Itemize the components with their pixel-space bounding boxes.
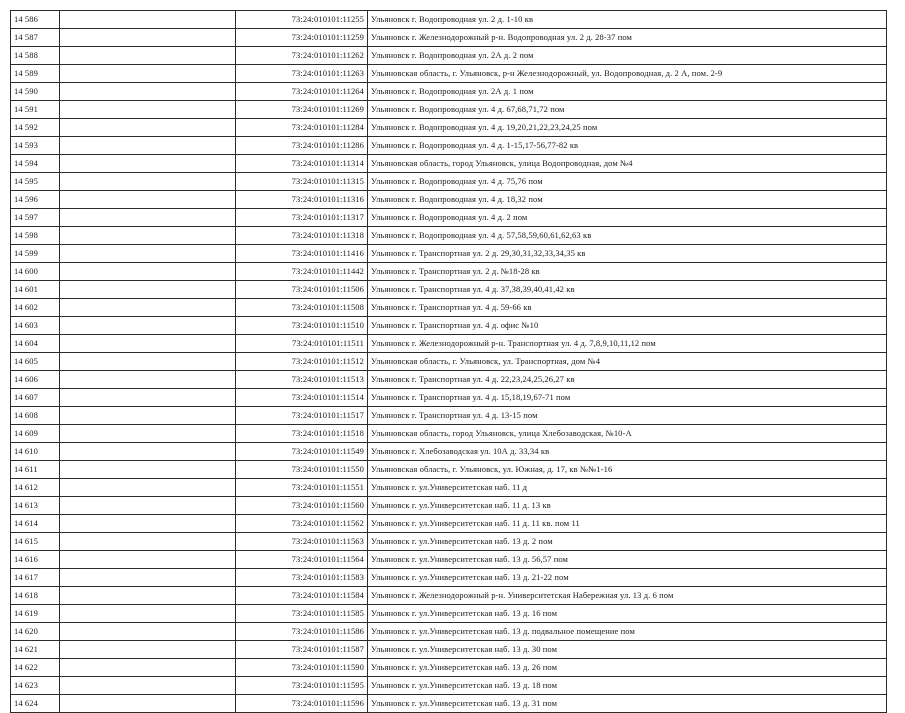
cadastral-number-cell: 73:24:010101:11315	[236, 173, 368, 191]
address-cell: Ульяновск г. Транспортная ул. 4 д. 15,18,19,67-71 пом	[368, 389, 887, 407]
empty-cell	[60, 587, 236, 605]
row-number-cell: 14 615	[11, 533, 60, 551]
cadastral-number-cell: 73:24:010101:11585	[236, 605, 368, 623]
table-row	[11, 299, 887, 317]
table-row	[11, 425, 887, 443]
cadastral-number-cell: 73:24:010101:11583	[236, 569, 368, 587]
cadastral-number-cell: 73:24:010101:11259	[236, 29, 368, 47]
cadastral-number-cell: 73:24:010101:11563	[236, 533, 368, 551]
table-row	[11, 497, 887, 515]
cadastral-number-cell: 73:24:010101:11314	[236, 155, 368, 173]
table-row	[11, 587, 887, 605]
empty-cell	[60, 443, 236, 461]
row-number-cell: 14 613	[11, 497, 60, 515]
address-cell: Ульяновск г. Хлебозаводская ул. 10А д. 33,34 кв	[368, 443, 887, 461]
row-number-cell: 14 609	[11, 425, 60, 443]
table-row	[11, 623, 887, 641]
address-cell: Ульяновск г. Транспортная ул. 4 д. 37,38,39,40,41,42 кв	[368, 281, 887, 299]
cadastral-number-cell: 73:24:010101:11550	[236, 461, 368, 479]
table-row	[11, 101, 887, 119]
address-cell: Ульяновск г. ул.Университетская наб. 13 д. 18 пом	[368, 677, 887, 695]
row-number-cell: 14 620	[11, 623, 60, 641]
cadastral-number-cell: 73:24:010101:11512	[236, 353, 368, 371]
table-row	[11, 371, 887, 389]
table-row	[11, 461, 887, 479]
address-cell: Ульяновск г. ул.Университетская наб. 11 д	[368, 479, 887, 497]
empty-cell	[60, 191, 236, 209]
table-row	[11, 641, 887, 659]
address-cell: Ульяновск г. Железнодорожный р-н. Транспортная ул. 4 д. 7,8,9,10,11,12 пом	[368, 335, 887, 353]
row-number-cell: 14 599	[11, 245, 60, 263]
cadastral-number-cell: 73:24:010101:11262	[236, 47, 368, 65]
table-row	[11, 227, 887, 245]
address-cell: Ульяновск г. Транспортная ул. 2 д. 29,30,31,32,33,34,35 кв	[368, 245, 887, 263]
table-row	[11, 317, 887, 335]
empty-cell	[60, 65, 236, 83]
empty-cell	[60, 137, 236, 155]
table-row	[11, 11, 887, 29]
table-row	[11, 335, 887, 353]
empty-cell	[60, 659, 236, 677]
cadastral-number-cell: 73:24:010101:11511	[236, 335, 368, 353]
empty-cell	[60, 299, 236, 317]
address-cell: Ульяновск г. ул.Университетская наб. 13 д. 26 пом	[368, 659, 887, 677]
table-row	[11, 245, 887, 263]
row-number-cell: 14 591	[11, 101, 60, 119]
address-cell: Ульяновск г. Водопроводная ул. 4 д. 75,76 пом	[368, 173, 887, 191]
empty-cell	[60, 47, 236, 65]
row-number-cell: 14 607	[11, 389, 60, 407]
cadastral-number-cell: 73:24:010101:11506	[236, 281, 368, 299]
table-row	[11, 119, 887, 137]
address-cell: Ульяновск г. ул.Университетская наб. 13 д. подвальное помещение пом	[368, 623, 887, 641]
row-number-cell: 14 598	[11, 227, 60, 245]
cadastral-number-cell: 73:24:010101:11564	[236, 551, 368, 569]
property-register-table	[10, 10, 887, 713]
cadastral-number-cell: 73:24:010101:11518	[236, 425, 368, 443]
cadastral-number-cell: 73:24:010101:11442	[236, 263, 368, 281]
table-row	[11, 695, 887, 713]
empty-cell	[60, 497, 236, 515]
empty-cell	[60, 173, 236, 191]
cadastral-number-cell: 73:24:010101:11416	[236, 245, 368, 263]
empty-cell	[60, 227, 236, 245]
address-cell: Ульяновск г. Водопроводная ул. 2А д. 2 пом	[368, 47, 887, 65]
empty-cell	[60, 641, 236, 659]
table-row	[11, 407, 887, 425]
address-cell: Ульяновск г. ул.Университетская наб. 13 д. 2 пом	[368, 533, 887, 551]
row-number-cell: 14 594	[11, 155, 60, 173]
empty-cell	[60, 425, 236, 443]
empty-cell	[60, 515, 236, 533]
row-number-cell: 14 600	[11, 263, 60, 281]
empty-cell	[60, 317, 236, 335]
row-number-cell: 14 590	[11, 83, 60, 101]
cadastral-number-cell: 73:24:010101:11510	[236, 317, 368, 335]
table-row	[11, 533, 887, 551]
table-row	[11, 29, 887, 47]
empty-cell	[60, 569, 236, 587]
address-cell: Ульяновск г. Водопроводная ул. 2 д. 1-10 кв	[368, 11, 887, 29]
address-cell: Ульяновск г. Водопроводная ул. 4 д. 2 пом	[368, 209, 887, 227]
cadastral-number-cell: 73:24:010101:11513	[236, 371, 368, 389]
row-number-cell: 14 618	[11, 587, 60, 605]
empty-cell	[60, 677, 236, 695]
address-cell: Ульяновск г. Транспортная ул. 4 д. 59-66 кв	[368, 299, 887, 317]
empty-cell	[60, 29, 236, 47]
cadastral-number-cell: 73:24:010101:11551	[236, 479, 368, 497]
empty-cell	[60, 533, 236, 551]
address-cell: Ульяновск г. Транспортная ул. 4 д. 13-15 пом	[368, 407, 887, 425]
row-number-cell: 14 597	[11, 209, 60, 227]
address-cell: Ульяновск г. Водопроводная ул. 4 д. 57,58,59,60,61,62,63 кв	[368, 227, 887, 245]
cadastral-number-cell: 73:24:010101:11318	[236, 227, 368, 245]
address-cell: Ульяновская область, г. Ульяновск, р-н Железнодорожный, ул. Водопроводная, д. 2 А, пом. 2-9	[368, 65, 887, 83]
address-cell: Ульяновск г. Водопроводная ул. 2А д. 1 пом	[368, 83, 887, 101]
row-number-cell: 14 596	[11, 191, 60, 209]
row-number-cell: 14 586	[11, 11, 60, 29]
table-row	[11, 551, 887, 569]
table-row	[11, 659, 887, 677]
table-row	[11, 515, 887, 533]
cadastral-number-cell: 73:24:010101:11284	[236, 119, 368, 137]
row-number-cell: 14 610	[11, 443, 60, 461]
row-number-cell: 14 616	[11, 551, 60, 569]
empty-cell	[60, 389, 236, 407]
row-number-cell: 14 602	[11, 299, 60, 317]
row-number-cell: 14 606	[11, 371, 60, 389]
empty-cell	[60, 335, 236, 353]
row-number-cell: 14 624	[11, 695, 60, 713]
table-row	[11, 191, 887, 209]
row-number-cell: 14 603	[11, 317, 60, 335]
address-cell: Ульяновск г. Железнодорожный р-н. Университетская Набережная ул. 13 д. 6 пом	[368, 587, 887, 605]
address-cell: Ульяновск г. ул.Университетская наб. 13 д. 56,57 пом	[368, 551, 887, 569]
table-row	[11, 173, 887, 191]
empty-cell	[60, 209, 236, 227]
empty-cell	[60, 245, 236, 263]
table-row	[11, 65, 887, 83]
table-row	[11, 677, 887, 695]
cadastral-number-cell: 73:24:010101:11590	[236, 659, 368, 677]
cadastral-number-cell: 73:24:010101:11514	[236, 389, 368, 407]
cadastral-number-cell: 73:24:010101:11584	[236, 587, 368, 605]
empty-cell	[60, 263, 236, 281]
row-number-cell: 14 593	[11, 137, 60, 155]
cadastral-number-cell: 73:24:010101:11595	[236, 677, 368, 695]
cadastral-number-cell: 73:24:010101:11264	[236, 83, 368, 101]
table-row	[11, 209, 887, 227]
row-number-cell: 14 612	[11, 479, 60, 497]
table-row	[11, 479, 887, 497]
row-number-cell: 14 604	[11, 335, 60, 353]
table-row	[11, 605, 887, 623]
cadastral-number-cell: 73:24:010101:11316	[236, 191, 368, 209]
row-number-cell: 14 601	[11, 281, 60, 299]
row-number-cell: 14 623	[11, 677, 60, 695]
empty-cell	[60, 695, 236, 713]
address-cell: Ульяновск г. ул.Университетская наб. 13 д. 30 пом	[368, 641, 887, 659]
row-number-cell: 14 621	[11, 641, 60, 659]
cadastral-number-cell: 73:24:010101:11562	[236, 515, 368, 533]
address-cell: Ульяновск г. Водопроводная ул. 4 д. 18,32 пом	[368, 191, 887, 209]
table-row	[11, 569, 887, 587]
empty-cell	[60, 605, 236, 623]
address-cell: Ульяновск г. Водопроводная ул. 4 д. 19,20,21,22,23,24,25 пом	[368, 119, 887, 137]
row-number-cell: 14 588	[11, 47, 60, 65]
table-row	[11, 353, 887, 371]
address-cell: Ульяновск г. ул.Университетская наб. 13 д. 21-22 пом	[368, 569, 887, 587]
table-row	[11, 83, 887, 101]
empty-cell	[60, 479, 236, 497]
address-cell: Ульяновск г. Транспортная ул. 4 д. офис №10	[368, 317, 887, 335]
address-cell: Ульяновск г. Водопроводная ул. 4 д. 1-15,17-56,77-82 кв	[368, 137, 887, 155]
address-cell: Ульяновская область, город Ульяновск, улица Водопроводная, дом №4	[368, 155, 887, 173]
address-cell: Ульяновск г. Транспортная ул. 2 д. №18-28 кв	[368, 263, 887, 281]
empty-cell	[60, 101, 236, 119]
empty-cell	[60, 407, 236, 425]
cadastral-number-cell: 73:24:010101:11587	[236, 641, 368, 659]
table-row	[11, 443, 887, 461]
row-number-cell: 14 614	[11, 515, 60, 533]
row-number-cell: 14 589	[11, 65, 60, 83]
empty-cell	[60, 461, 236, 479]
row-number-cell: 14 592	[11, 119, 60, 137]
row-number-cell: 14 622	[11, 659, 60, 677]
row-number-cell: 14 605	[11, 353, 60, 371]
table-row	[11, 137, 887, 155]
row-number-cell: 14 619	[11, 605, 60, 623]
row-number-cell: 14 587	[11, 29, 60, 47]
cadastral-number-cell: 73:24:010101:11549	[236, 443, 368, 461]
table-row	[11, 263, 887, 281]
table-body	[11, 11, 887, 713]
empty-cell	[60, 11, 236, 29]
address-cell: Ульяновск г. ул.Университетская наб. 11 д. 13 кв	[368, 497, 887, 515]
table-row	[11, 155, 887, 173]
cadastral-number-cell: 73:24:010101:11560	[236, 497, 368, 515]
cadastral-number-cell: 73:24:010101:11586	[236, 623, 368, 641]
address-cell: Ульяновская область, г. Ульяновск, ул. Южная, д. 17, кв №№1-16	[368, 461, 887, 479]
cadastral-number-cell: 73:24:010101:11517	[236, 407, 368, 425]
cadastral-number-cell: 73:24:010101:11263	[236, 65, 368, 83]
cadastral-number-cell: 73:24:010101:11269	[236, 101, 368, 119]
table-row	[11, 281, 887, 299]
row-number-cell: 14 595	[11, 173, 60, 191]
table-row	[11, 389, 887, 407]
address-cell: Ульяновская область, г. Ульяновск, ул. Транспортная, дом №4	[368, 353, 887, 371]
table-row	[11, 47, 887, 65]
empty-cell	[60, 371, 236, 389]
address-cell: Ульяновск г. ул.Университетская наб. 13 д. 31 пом	[368, 695, 887, 713]
empty-cell	[60, 623, 236, 641]
address-cell: Ульяновск г. ул.Университетская наб. 13 д. 16 пом	[368, 605, 887, 623]
empty-cell	[60, 155, 236, 173]
empty-cell	[60, 281, 236, 299]
cadastral-number-cell: 73:24:010101:11508	[236, 299, 368, 317]
cadastral-number-cell: 73:24:010101:11286	[236, 137, 368, 155]
row-number-cell: 14 611	[11, 461, 60, 479]
empty-cell	[60, 353, 236, 371]
address-cell: Ульяновская область, город Ульяновск, улица Хлебозаводская, №10-А	[368, 425, 887, 443]
address-cell: Ульяновск г. Водопроводная ул. 4 д. 67,68,71,72 пом	[368, 101, 887, 119]
cadastral-number-cell: 73:24:010101:11255	[236, 11, 368, 29]
empty-cell	[60, 551, 236, 569]
cadastral-number-cell: 73:24:010101:11317	[236, 209, 368, 227]
row-number-cell: 14 617	[11, 569, 60, 587]
empty-cell	[60, 119, 236, 137]
empty-cell	[60, 83, 236, 101]
row-number-cell: 14 608	[11, 407, 60, 425]
cadastral-number-cell: 73:24:010101:11596	[236, 695, 368, 713]
address-cell: Ульяновск г. Железнодорожный р-н. Водопроводная ул. 2 д. 28-37 пом	[368, 29, 887, 47]
address-cell: Ульяновск г. ул.Университетская наб. 11 д. 11 кв. пом 11	[368, 515, 887, 533]
address-cell: Ульяновск г. Транспортная ул. 4 д. 22,23,24,25,26,27 кв	[368, 371, 887, 389]
